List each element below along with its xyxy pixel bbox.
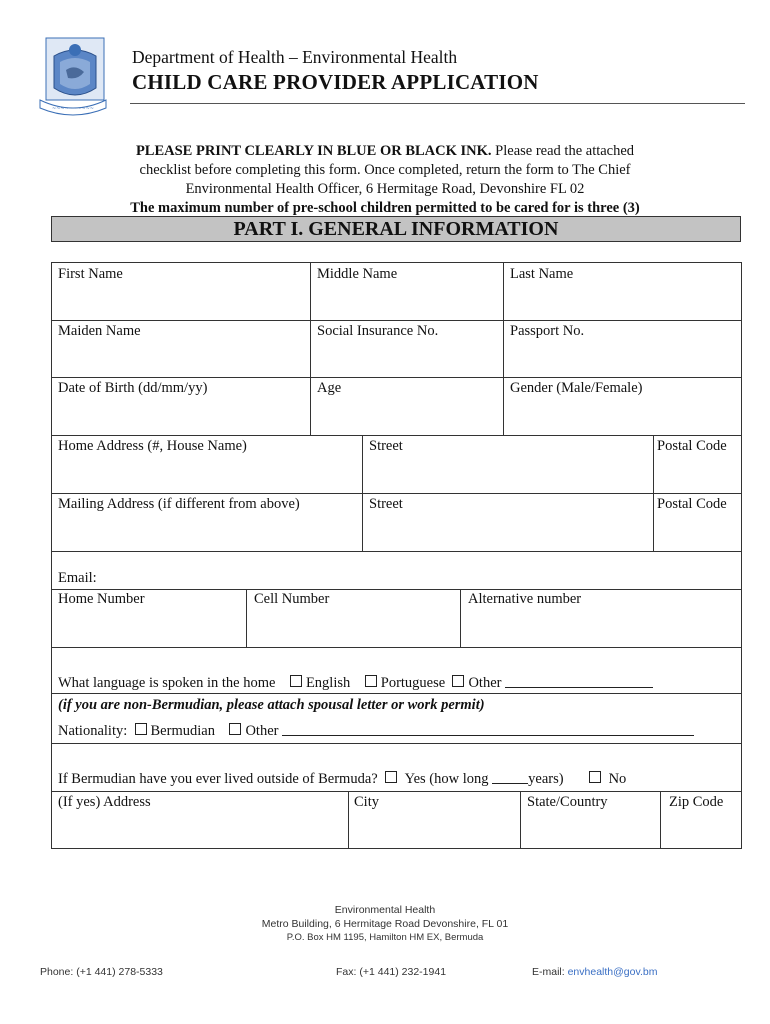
instruction-line-1: PLEASE PRINT CLEARLY IN BLUE OR BLACK INK. Please read the attached	[135, 143, 635, 159]
gender-field[interactable]: Gender (Male/Female)	[510, 380, 643, 396]
general-information-form	[51, 262, 742, 849]
yes-checkbox[interactable]	[385, 771, 397, 783]
portuguese-checkbox[interactable]	[365, 675, 377, 687]
no-checkbox[interactable]	[589, 771, 601, 783]
abroad-state-country-field[interactable]: State/Country	[527, 794, 608, 810]
row-divider	[52, 377, 741, 378]
mailing-street-field[interactable]: Street	[369, 496, 403, 512]
footer-po-box: P.O. Box HM 1195, Hamilton HM EX, Bermuda	[286, 932, 484, 943]
abroad-address-field[interactable]: (If yes) Address	[58, 794, 151, 810]
row-divider	[52, 493, 741, 494]
other-nationality-input[interactable]	[282, 723, 694, 736]
first-name-field[interactable]: First Name	[58, 266, 123, 282]
non-bermudian-note: (if you are non-Bermudian, please attach spousal letter or work permit)	[58, 697, 485, 713]
row-divider	[52, 743, 741, 744]
home-postal-code-field[interactable]: Postal Code	[657, 438, 727, 454]
home-street-field[interactable]: Street	[369, 438, 403, 454]
footer-org: Environmental Health	[334, 904, 436, 916]
footer-fax: Fax: (+1 441) 232-1941	[336, 966, 447, 978]
date-of-birth-field[interactable]: Date of Birth (dd/mm/yy)	[58, 380, 208, 396]
government-crest-logo	[36, 36, 110, 120]
age-field[interactable]: Age	[317, 380, 342, 396]
svg-text:~~~~~~~~~~: ~~~~~~~~~~	[52, 106, 94, 112]
maiden-name-field[interactable]: Maiden Name	[58, 323, 141, 339]
instruction-line-2: checklist before completing this form. Once completed, return the form to The Chief	[139, 162, 631, 178]
header-divider	[130, 103, 745, 104]
row-divider	[52, 693, 741, 694]
mailing-postal-code-field[interactable]: Postal Code	[657, 496, 727, 512]
language-question: What language is spoken in the home	[58, 675, 276, 691]
row-divider	[52, 551, 741, 552]
row-divider	[52, 320, 741, 321]
row-divider	[52, 791, 741, 792]
lived-outside-row: If Bermudian have you ever lived outside of Bermuda? Yes (how long years) No	[58, 771, 627, 787]
footer-phone: Phone: (+1 441) 278-5333	[40, 966, 163, 978]
home-address-field[interactable]: Home Address (#, House Name)	[58, 438, 247, 454]
other-language-checkbox[interactable]	[452, 675, 464, 687]
other-nationality-checkbox[interactable]	[229, 723, 241, 735]
mailing-address-field[interactable]: Mailing Address (if different from above)	[58, 496, 300, 512]
max-children-notice: The maximum number of pre-school children permitted to be cared for is three (3)	[130, 200, 640, 216]
footer-email: E-mail: envhealth@gov.bm	[532, 966, 658, 978]
footer-address: Metro Building, 6 Hermitage Road Devonshire, FL 01	[261, 918, 509, 930]
language-row: What language is spoken in the home English Portuguese Other	[58, 675, 653, 692]
bermudian-checkbox[interactable]	[135, 723, 147, 735]
passport-field[interactable]: Passport No.	[510, 323, 585, 339]
part-1-heading: PART I. GENERAL INFORMATION	[51, 216, 741, 242]
instruction-line-3: Environmental Health Officer, 6 Hermitage Road, Devonshire FL 02	[185, 181, 585, 197]
abroad-zip-field[interactable]: Zip Code	[669, 794, 724, 810]
row-divider	[52, 647, 741, 648]
how-long-input[interactable]	[492, 771, 528, 784]
row-divider	[52, 435, 741, 436]
cell-number-field[interactable]: Cell Number	[254, 591, 330, 607]
home-number-field[interactable]: Home Number	[58, 591, 145, 607]
form-title: CHILD CARE PROVIDER APPLICATION	[132, 70, 539, 94]
nationality-row: Nationality: Bermudian Other	[58, 723, 694, 740]
email-link[interactable]: envhealth@gov.bm	[567, 966, 658, 978]
middle-name-field[interactable]: Middle Name	[317, 266, 398, 282]
alternative-number-field[interactable]: Alternative number	[468, 591, 582, 607]
social-insurance-field[interactable]: Social Insurance No.	[317, 323, 439, 339]
email-field[interactable]: Email:	[58, 570, 97, 586]
department-name: Department of Health – Environmental Health	[132, 47, 458, 67]
other-language-input[interactable]	[505, 675, 653, 688]
abroad-city-field[interactable]: City	[354, 794, 379, 810]
english-checkbox[interactable]	[290, 675, 302, 687]
last-name-field[interactable]: Last Name	[510, 266, 574, 282]
row-divider	[52, 589, 741, 590]
